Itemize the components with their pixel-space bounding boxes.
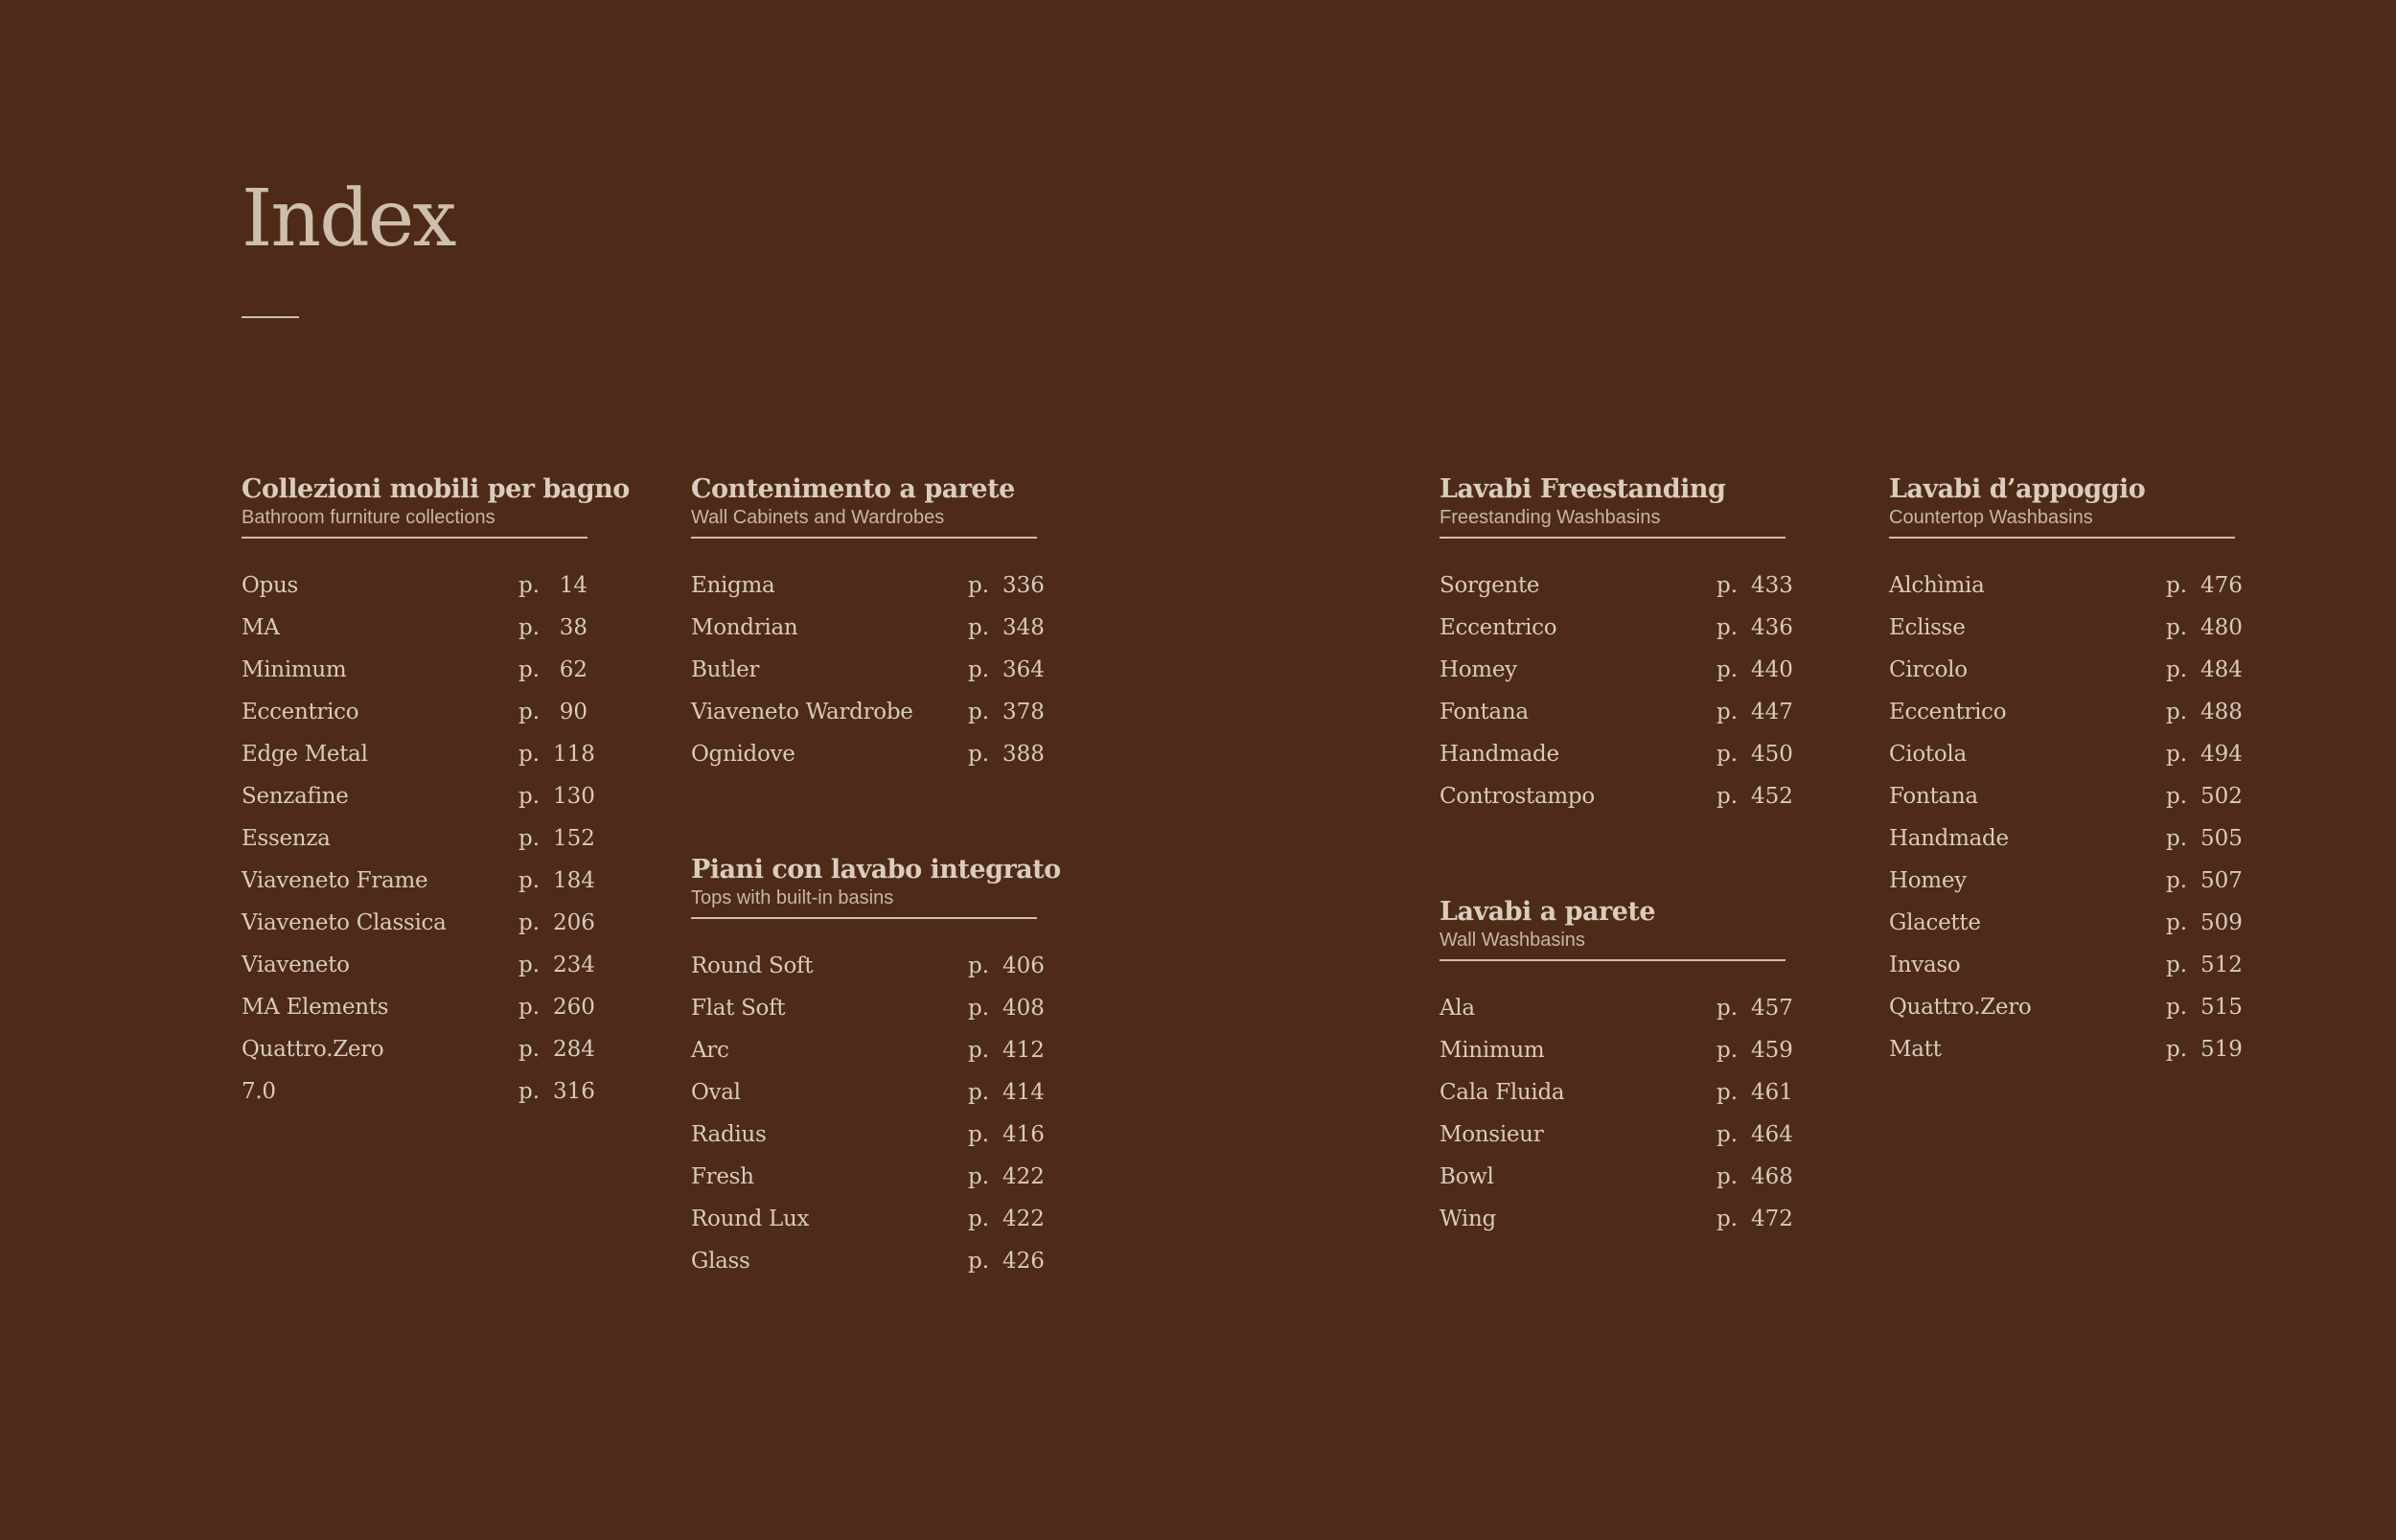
entry-name: Eccentrico bbox=[1440, 615, 1557, 640]
section-wall-cabinets bbox=[691, 473, 1045, 784]
page-number: 502 bbox=[2200, 784, 2243, 809]
section-subtitle: Bathroom furniture collections bbox=[242, 507, 495, 528]
index-entry bbox=[1440, 1080, 1793, 1122]
page-number: 406 bbox=[1002, 954, 1045, 978]
page-prefix: p. bbox=[968, 996, 990, 1021]
page-number: 464 bbox=[1751, 1122, 1793, 1147]
page-prefix: p. bbox=[518, 657, 541, 682]
page-number: 90 bbox=[559, 700, 587, 724]
entry-name: Homey bbox=[1440, 657, 1517, 682]
page-prefix: p. bbox=[1716, 1207, 1739, 1231]
page-number: 130 bbox=[553, 784, 595, 809]
page-prefix: p. bbox=[518, 573, 541, 598]
entry-name: Fontana bbox=[1440, 700, 1529, 724]
section-title: Contenimento a parete bbox=[691, 474, 1015, 504]
page-number: 414 bbox=[1002, 1080, 1045, 1105]
index-entry bbox=[242, 573, 587, 615]
section-title: Lavabi Freestanding bbox=[1440, 474, 1726, 504]
entry-name: Viaveneto bbox=[242, 953, 350, 977]
index-entry bbox=[1440, 996, 1793, 1038]
section-title: Piani con lavabo integrato bbox=[691, 855, 1061, 885]
page-number: 459 bbox=[1751, 1038, 1793, 1063]
index-entry bbox=[1889, 573, 2243, 615]
page-number: 457 bbox=[1751, 996, 1793, 1021]
index-entry bbox=[1440, 657, 1793, 700]
page-number: 422 bbox=[1002, 1207, 1045, 1231]
entry-name: Radius bbox=[691, 1122, 767, 1147]
page-number: 468 bbox=[1751, 1164, 1793, 1189]
section-title: Lavabi a parete bbox=[1440, 897, 1656, 927]
entry-name: Handmade bbox=[1889, 826, 2009, 851]
entry-name: Senzafine bbox=[242, 784, 349, 809]
index-entry bbox=[242, 1079, 595, 1121]
page-number: 206 bbox=[553, 910, 595, 935]
section-tops-builtin-basins bbox=[691, 854, 1061, 1291]
page-prefix: p. bbox=[2166, 657, 2188, 682]
entry-name: Essenza bbox=[242, 826, 331, 851]
index-entry bbox=[1440, 700, 1793, 742]
index-entry bbox=[691, 1164, 1045, 1207]
page-number: 512 bbox=[2200, 953, 2243, 977]
entry-name: Butler bbox=[691, 657, 760, 682]
page-number: 14 bbox=[559, 573, 587, 598]
entry-name: Ciotola bbox=[1889, 742, 1967, 767]
page-prefix: p. bbox=[1716, 742, 1739, 767]
page-number: 38 bbox=[559, 615, 587, 640]
index-entry bbox=[691, 1122, 1045, 1164]
section-subtitle: Tops with built-in basins bbox=[691, 887, 894, 908]
page-prefix: p. bbox=[968, 1122, 990, 1147]
index-entry bbox=[691, 742, 1045, 784]
entry-name: Sorgente bbox=[1440, 573, 1540, 598]
section-header bbox=[1440, 473, 1785, 539]
entry-name: Fresh bbox=[691, 1164, 754, 1189]
entry-name: MA bbox=[242, 615, 280, 640]
page-number: 440 bbox=[1751, 657, 1793, 682]
page-prefix: p. bbox=[1716, 657, 1739, 682]
page-number: 472 bbox=[1751, 1207, 1793, 1231]
section-bathroom-furniture bbox=[242, 473, 630, 1121]
page-number: 336 bbox=[1002, 573, 1045, 598]
page-prefix: p. bbox=[2166, 784, 2188, 809]
index-entry bbox=[1440, 615, 1793, 657]
entry-name: Eccentrico bbox=[1889, 700, 2007, 724]
page-prefix: p. bbox=[518, 1079, 541, 1104]
section-header bbox=[691, 854, 1061, 919]
index-entry bbox=[1440, 742, 1793, 784]
page-number: 494 bbox=[2200, 742, 2243, 767]
page-number: 184 bbox=[553, 868, 595, 893]
index-entry bbox=[1889, 742, 2243, 784]
page-prefix: p. bbox=[518, 1037, 541, 1062]
index-entry bbox=[1889, 657, 2243, 700]
page-number: 416 bbox=[1002, 1122, 1045, 1147]
page-prefix: p. bbox=[968, 615, 990, 640]
entry-name: Glacette bbox=[1889, 910, 1981, 935]
entry-name: Eccentrico bbox=[242, 700, 359, 724]
entry-name: Cala Fluida bbox=[1440, 1080, 1565, 1105]
page-number: 509 bbox=[2200, 910, 2243, 935]
section-title: Collezioni mobili per bagno bbox=[242, 474, 630, 504]
page-number: 378 bbox=[1002, 700, 1045, 724]
index-entry bbox=[1889, 784, 2243, 826]
page-number: 422 bbox=[1002, 1164, 1045, 1189]
entry-name: Flat Soft bbox=[691, 996, 786, 1021]
page-prefix: p. bbox=[1716, 996, 1739, 1021]
page-number: 515 bbox=[2200, 995, 2243, 1020]
page-prefix: p. bbox=[1716, 573, 1739, 598]
page-prefix: p. bbox=[1716, 784, 1739, 809]
page-number: 519 bbox=[2200, 1037, 2243, 1062]
page-prefix: p. bbox=[968, 1164, 990, 1189]
page-number: 480 bbox=[2200, 615, 2243, 640]
section-wall-washbasins bbox=[1440, 896, 1793, 1249]
page-number: 450 bbox=[1751, 742, 1793, 767]
page-number: 476 bbox=[2200, 573, 2243, 598]
page-number: 62 bbox=[559, 657, 587, 682]
index-entry bbox=[691, 1038, 1045, 1080]
entry-name: Eclisse bbox=[1889, 615, 1966, 640]
page-prefix: p. bbox=[2166, 573, 2188, 598]
index-entry bbox=[242, 868, 595, 910]
page-prefix: p. bbox=[968, 573, 990, 598]
page-number: 433 bbox=[1751, 573, 1793, 598]
entry-name: Round Lux bbox=[691, 1207, 810, 1231]
entry-name: Opus bbox=[242, 573, 298, 598]
index-entry bbox=[1889, 868, 2243, 910]
page-number: 484 bbox=[2200, 657, 2243, 682]
page-prefix: p. bbox=[968, 954, 990, 978]
entry-name: Viaveneto Frame bbox=[242, 868, 428, 893]
entry-name: Homey bbox=[1889, 868, 1967, 893]
page-prefix: p. bbox=[1716, 1080, 1739, 1105]
index-entry bbox=[1889, 953, 2243, 995]
page-prefix: p. bbox=[968, 700, 990, 724]
entry-name: Ognidove bbox=[691, 742, 795, 767]
index-entry bbox=[242, 784, 595, 826]
page-number: 426 bbox=[1002, 1249, 1045, 1274]
page-prefix: p. bbox=[518, 742, 541, 767]
entry-name: Matt bbox=[1889, 1037, 1942, 1062]
section-subtitle: Wall Cabinets and Wardrobes bbox=[691, 507, 945, 528]
entry-name: Monsieur bbox=[1440, 1122, 1544, 1147]
index-entry bbox=[1440, 1164, 1793, 1207]
page-prefix: p. bbox=[2166, 868, 2188, 893]
index-entry bbox=[242, 700, 587, 742]
entry-name: Minimum bbox=[242, 657, 347, 682]
page-prefix: p. bbox=[1716, 1038, 1739, 1063]
index-list bbox=[1440, 573, 1793, 826]
index-entry bbox=[1889, 995, 2243, 1037]
page-prefix: p. bbox=[1716, 1164, 1739, 1189]
page-prefix: p. bbox=[2166, 910, 2188, 935]
page-number: 260 bbox=[553, 995, 595, 1020]
section-subtitle: Wall Washbasins bbox=[1440, 930, 1585, 951]
page-prefix: p. bbox=[1716, 615, 1739, 640]
page-number: 452 bbox=[1751, 784, 1793, 809]
section-subtitle: Countertop Washbasins bbox=[1889, 507, 2093, 528]
section-header bbox=[1440, 896, 1785, 961]
page-title: Index bbox=[242, 173, 455, 264]
section-countertop-washbasins bbox=[1889, 473, 2243, 1079]
page-prefix: p. bbox=[518, 995, 541, 1020]
page-prefix: p. bbox=[1716, 1122, 1739, 1147]
index-entry bbox=[691, 700, 1045, 742]
entry-name: Wing bbox=[1440, 1207, 1496, 1231]
page-prefix: p. bbox=[518, 700, 541, 724]
entry-name: Ala bbox=[1440, 996, 1475, 1021]
index-entry bbox=[1440, 1122, 1793, 1164]
index-entry bbox=[1440, 784, 1793, 826]
index-list bbox=[242, 573, 595, 1121]
section-title: Lavabi d’appoggio bbox=[1889, 474, 2146, 504]
index-entry bbox=[691, 1080, 1045, 1122]
entry-name: Arc bbox=[691, 1038, 729, 1063]
page-prefix: p. bbox=[2166, 615, 2188, 640]
page-prefix: p. bbox=[2166, 700, 2188, 724]
page-prefix: p. bbox=[968, 742, 990, 767]
section-subtitle: Freestanding Washbasins bbox=[1440, 507, 1661, 528]
page-prefix: p. bbox=[968, 1249, 990, 1274]
index-entry bbox=[242, 657, 587, 700]
index-entry bbox=[691, 996, 1045, 1038]
page-number: 488 bbox=[2200, 700, 2243, 724]
index-entry bbox=[1889, 615, 2243, 657]
entry-name: Edge Metal bbox=[242, 742, 368, 767]
index-entry bbox=[1889, 826, 2243, 868]
page-prefix: p. bbox=[2166, 1037, 2188, 1062]
index-entry bbox=[1889, 1037, 2243, 1079]
index-list bbox=[691, 573, 1045, 784]
index-list bbox=[691, 954, 1045, 1291]
index-list bbox=[1889, 573, 2243, 1079]
page-number: 412 bbox=[1002, 1038, 1045, 1063]
index-entry bbox=[691, 573, 1045, 615]
index-entry bbox=[691, 657, 1045, 700]
index-entry bbox=[242, 826, 595, 868]
page-prefix: p. bbox=[518, 910, 541, 935]
entry-name: Viaveneto Classica bbox=[242, 910, 447, 935]
entry-name: Round Soft bbox=[691, 954, 814, 978]
entry-name: Mondrian bbox=[691, 615, 798, 640]
page-prefix: p. bbox=[2166, 953, 2188, 977]
entry-name: Enigma bbox=[691, 573, 775, 598]
entry-name: Glass bbox=[691, 1249, 750, 1274]
section-header bbox=[1889, 473, 2235, 539]
page-prefix: p. bbox=[968, 1038, 990, 1063]
section-freestanding-washbasins bbox=[1440, 473, 1793, 826]
page-number: 507 bbox=[2200, 868, 2243, 893]
index-entry bbox=[691, 615, 1045, 657]
index-entry bbox=[691, 954, 1045, 996]
entry-name: Bowl bbox=[1440, 1164, 1494, 1189]
entry-name: Oval bbox=[691, 1080, 741, 1105]
entry-name: 7.0 bbox=[242, 1079, 276, 1104]
entry-name: Viaveneto Wardrobe bbox=[691, 700, 913, 724]
page-number: 118 bbox=[553, 742, 595, 767]
page-number: 408 bbox=[1002, 996, 1045, 1021]
page-number: 152 bbox=[553, 826, 595, 851]
page-number: 234 bbox=[553, 953, 595, 977]
index-entry bbox=[691, 1249, 1045, 1291]
page-prefix: p. bbox=[518, 953, 541, 977]
page-number: 447 bbox=[1751, 700, 1793, 724]
entry-name: Circolo bbox=[1889, 657, 1968, 682]
index-entry bbox=[1889, 910, 2243, 953]
entry-name: Fontana bbox=[1889, 784, 1978, 809]
page-prefix: p. bbox=[968, 657, 990, 682]
entry-name: Quattro.Zero bbox=[1889, 995, 2032, 1020]
entry-name: Invaso bbox=[1889, 953, 1961, 977]
index-entry bbox=[242, 910, 595, 953]
page-number: 316 bbox=[553, 1079, 595, 1104]
page-prefix: p. bbox=[2166, 995, 2188, 1020]
index-entry bbox=[1440, 1038, 1793, 1080]
page-prefix: p. bbox=[968, 1080, 990, 1105]
entry-name: Controstampo bbox=[1440, 784, 1595, 809]
page-number: 436 bbox=[1751, 615, 1793, 640]
index-list bbox=[1440, 996, 1793, 1249]
page-prefix: p. bbox=[2166, 742, 2188, 767]
page-prefix: p. bbox=[1716, 700, 1739, 724]
entry-name: Quattro.Zero bbox=[242, 1037, 384, 1062]
page-number: 388 bbox=[1002, 742, 1045, 767]
index-entry bbox=[242, 742, 595, 784]
section-header bbox=[691, 473, 1037, 539]
page-prefix: p. bbox=[518, 826, 541, 851]
entry-name: Alchìmia bbox=[1889, 573, 1985, 598]
page-prefix: p. bbox=[518, 784, 541, 809]
page-number: 348 bbox=[1002, 615, 1045, 640]
page-prefix: p. bbox=[2166, 826, 2188, 851]
page-prefix: p. bbox=[518, 615, 541, 640]
page-number: 364 bbox=[1002, 657, 1045, 682]
page-number: 505 bbox=[2200, 826, 2243, 851]
index-entry bbox=[242, 615, 587, 657]
index-entry bbox=[242, 953, 595, 995]
entry-name: MA Elements bbox=[242, 995, 389, 1020]
index-entry bbox=[242, 1037, 595, 1079]
index-entry bbox=[1440, 1207, 1793, 1249]
section-header bbox=[242, 473, 630, 539]
title-divider bbox=[242, 316, 299, 318]
index-entry bbox=[691, 1207, 1045, 1249]
entry-name: Minimum bbox=[1440, 1038, 1545, 1063]
page-number: 461 bbox=[1751, 1080, 1793, 1105]
entry-name: Handmade bbox=[1440, 742, 1559, 767]
page-prefix: p. bbox=[968, 1207, 990, 1231]
index-entry bbox=[1440, 573, 1793, 615]
index-entry bbox=[242, 995, 595, 1037]
index-entry bbox=[1889, 700, 2243, 742]
page-prefix: p. bbox=[518, 868, 541, 893]
page-number: 284 bbox=[553, 1037, 595, 1062]
